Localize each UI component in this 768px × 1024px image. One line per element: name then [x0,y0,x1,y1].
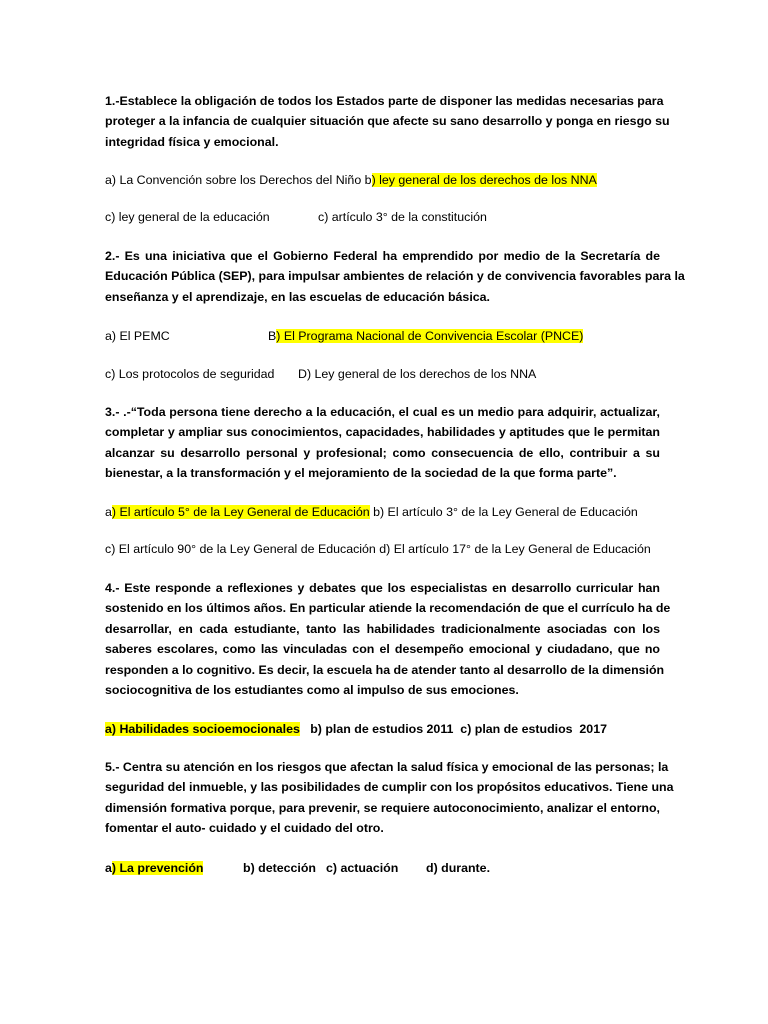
q3-answer-row-1 [105,502,660,522]
question-text-line: 3.- .-“Toda persona tiene derecho a la educación, el cual es un medio para adquirir, actualizar, [105,405,660,419]
question-text-line: completar y ampliar sus conocimientos, capacidades, habilidades y aptitudes que le permitan [105,425,660,440]
q3-option-b: b) El artículo 3° de la Ley General de Educación [369,505,638,519]
q3-options-c-d: c) El artículo 90° de la Ley General de Educación d) El artículo 17° de la Ley General de Educación [105,542,651,556]
question-text-line: 2.- Es una iniciativa que el Gobierno Federal ha emprendido por medio de la Secretaría de [105,249,660,263]
question-text-line: alcanzar su desarrollo personal y profesional; como consecuencia de ello, contribuir a su [105,445,660,460]
q1-answer-row-1 [105,170,660,190]
question-text-line: desarrollar, en cada estudiante, tanto las habilidades tradicionalmente asociadas con los [105,621,660,636]
q2-option-b-prefix: B [268,329,277,343]
q2-answer-row-1 [105,326,660,346]
question-text-line: integridad física y emocional. [105,134,279,149]
q4-options-b-c: b) plan de estudios 2011 c) plan de estudios 2017 [299,722,607,736]
question-4 [105,578,671,700]
question-text-line: 5.- Centra su atención en los riesgos que afectan la salud física y emocional de las personas; la [105,760,669,774]
q5-option-b: b) detección [243,861,316,875]
q1-option-c: c) ley general de la educación [105,210,270,224]
q5-option-d: d) durante. [426,861,491,875]
question-text-line: enseñanza y el aprendizaje, en las escuelas de educación básica. [105,289,490,304]
q3-option-a-highlighted: ) El artículo 5° de la Ley General de Educación [111,505,370,519]
q1-option-d: c) artículo 3° de la constitución [318,210,487,224]
q4-answer-row [105,719,660,739]
question-3 [105,402,660,484]
question-text-line: fomentar el auto- cuidado y el cuidado del otro. [105,821,384,836]
q2-option-c: c) Los protocolos de seguridad [105,367,275,381]
question-5 [105,757,674,839]
q2-option-d: D) Ley general de los derechos de los NNA [298,367,537,381]
question-text-line: 4.- Este responde a reflexiones y debates que los especialistas en desarrollo curricular han [105,581,660,595]
q4-option-a-highlighted: a) Habilidades socioemocionales [105,722,300,736]
question-2 [105,246,685,307]
q3-option-a-prefix: a [105,505,112,519]
q1-answer-row-2 [105,207,660,227]
question-text-line: Educación Pública (SEP), para impulsar ambientes de relación y de convivencia favorables para la [105,269,685,284]
question-text-line: saberes escolares, como las vinculadas con el desempeño emocional y ciudadano, que no [105,642,660,657]
q2-option-b-highlighted: ) El Programa Nacional de Convivencia Escolar (PNCE) [276,329,584,343]
question-text-line: seguridad del inmueble, y las posibilidades de cumplir con los propósitos educativos. Tiene una [105,780,674,795]
q5-option-c: c) actuación [326,861,399,875]
question-text-line: proteger a la infancia de cualquier situación que afecte su sano desarrollo y ponga en riesgo su [105,114,670,129]
question-text-line: 1.-Establece la obligación de todos los Estados parte de disponer las medidas necesarias para [105,94,664,108]
q1-option-b-highlighted: ) ley general de los derechos de los NNA [371,173,597,187]
q2-option-a: a) El PEMC [105,329,170,343]
q5-option-a-prefix: a [105,861,112,875]
question-text-line: dimensión formativa porque, para prevenir, se requiere autoconocimiento, analizar el entorno, [105,800,660,815]
q2-answer-row-2 [105,364,660,384]
question-text-line: responden a lo cognitivo. Es decir, la escuela ha de atender tanto al desarrollo de la dimensión [105,662,665,677]
question-text-line: sostenido en los últimos años. En particular atiende la recomendación de que el currículo ha de [105,601,671,616]
q1-option-a: a) La Convención sobre los Derechos del Niño b [105,173,372,187]
question-1 [105,91,670,152]
question-text-line: bienestar, a la transformación y el mejoramiento de la sociedad de la que forma parte”. [105,466,617,481]
question-text-line: sociocognitiva de los estudiantes como al impulso de sus emociones. [105,683,519,698]
q5-option-a-highlighted: ) La prevención [111,861,204,875]
q5-answer-row [105,858,660,878]
q3-answer-row-2 [105,539,660,559]
